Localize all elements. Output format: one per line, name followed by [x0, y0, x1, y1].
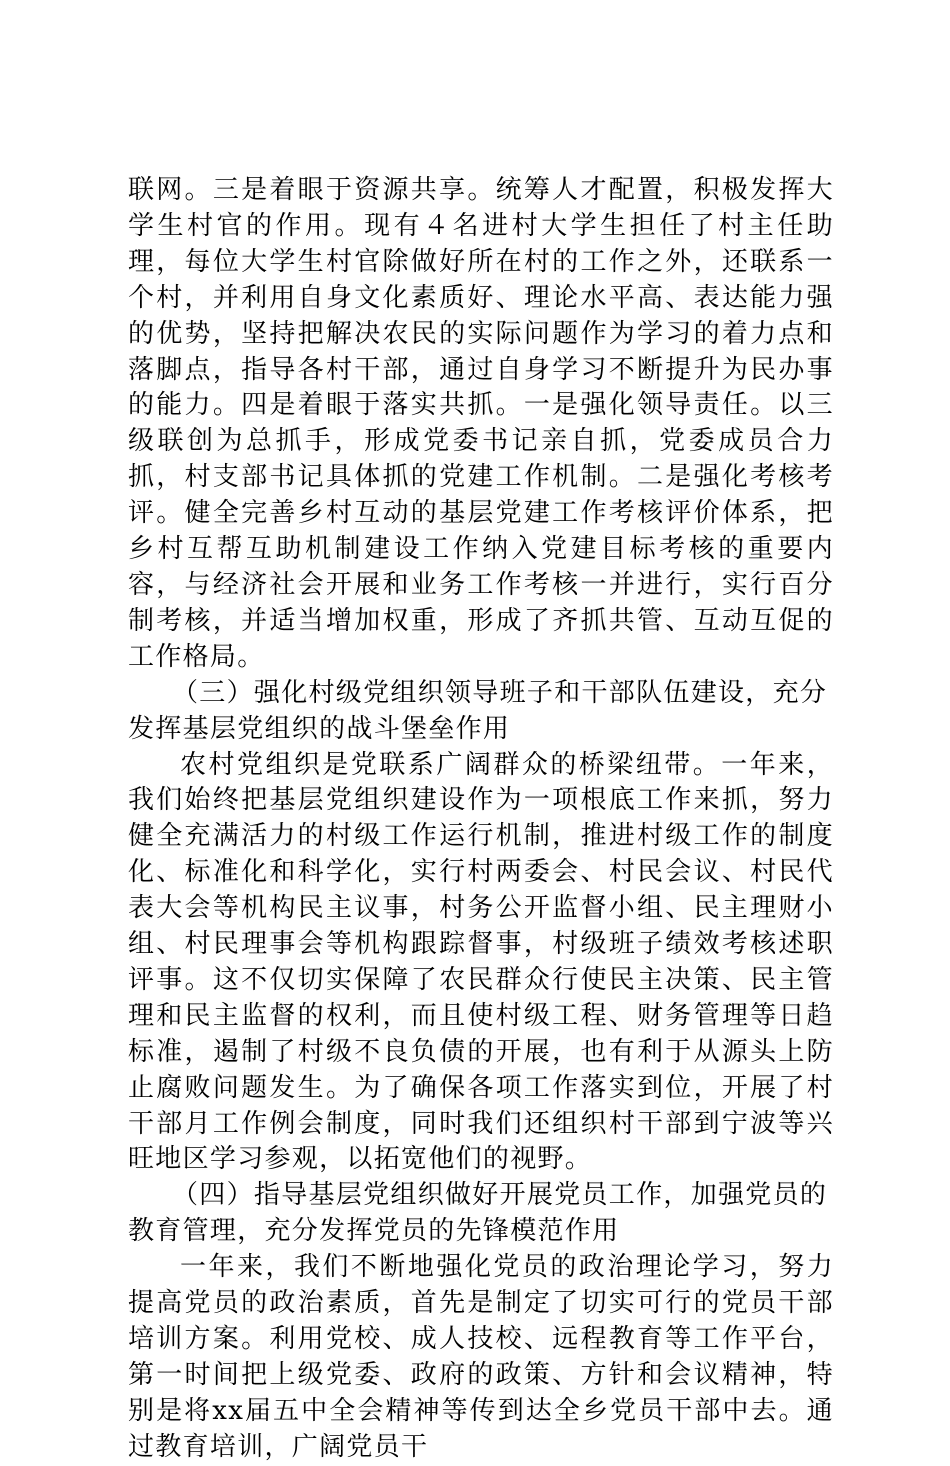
document-body — [128, 173, 834, 1466]
paragraph-section-4: 一年来，我们不断地强化党员的政治理论学习，努力提高党员的政治素质，首先是制定了切实可行的党员干部培训方案。利用党校、成人技校、远程教育等工作平台，第一时间把上级党委、政府的政策、方针和会议精神，特别是将xx届五中全会精神等传到达全乡党员干部中去。通过教育培训，广阔党员干 — [128, 1252, 834, 1462]
paragraph-section-3: 农村党组织是党联系广阔群众的桥梁纽带。一年来，我们始终把基层党组织建设作为一项根底工作来抓，努力健全充满活力的村级工作运行机制，推进村级工作的制度化、标准化和科学化，实行村两委会、村民会议、村民代表大会等机构民主议事，村务公开监督小组、民主理财小组、村民理事会等机构跟踪督事，村级班子绩效考核述职评事。这不仅切实保障了农民群众行使民主决策、民主管理和民主监督的权利，而且使村级工程、财务管理等日趋标准，遏制了村级不良负债的开展，也有利于从源头上防止腐败问题发生。为了确保各项工作落实到位，开展了村干部月工作例会制度，同时我们还组织村干部到宁波等兴旺地区学习参观，以拓宽他们的视野。 — [128, 749, 834, 1175]
section-heading-4: （四）指导基层党组织做好开展党员工作，加强党员的教育管理，充分发挥党员的先锋模范作用 — [128, 1180, 828, 1247]
paragraph-continued: 联网。三是着眼于资源共享。统筹人才配置，积极发挥大学生村官的作用。现有４名进村大学生担任了村主任助理，每位大学生村官除做好所在村的工作之外，还联系一个村，并利用自身文化素质好、理论水平高、表达能力强的优势，坚持把解决农民的实际问题作为学习的着力点和落脚点，指导各村干部，通过自身学习不断提升为民办事的能力。四是着眼于落实共抓。一是强化领导责任。以三级联创为总抓手，形成党委书记亲自抓，党委成员合力抓，村支部书记具体抓的党建工作机制。二是强化考核考评。健全完善乡村互动的基层党建工作考核评价体系，把乡村互帮互助机制建设工作纳入党建目标考核的重要内容，与经济社会开展和业务工作考核一并进行，实行百分制考核，并适当增加权重，形成了齐抓共管、互动互促的工作格局。 — [128, 175, 834, 672]
section-heading-3: （三）强化村级党组织领导班子和干部队伍建设，充分发挥基层党组织的战斗堡垒作用 — [128, 677, 828, 744]
